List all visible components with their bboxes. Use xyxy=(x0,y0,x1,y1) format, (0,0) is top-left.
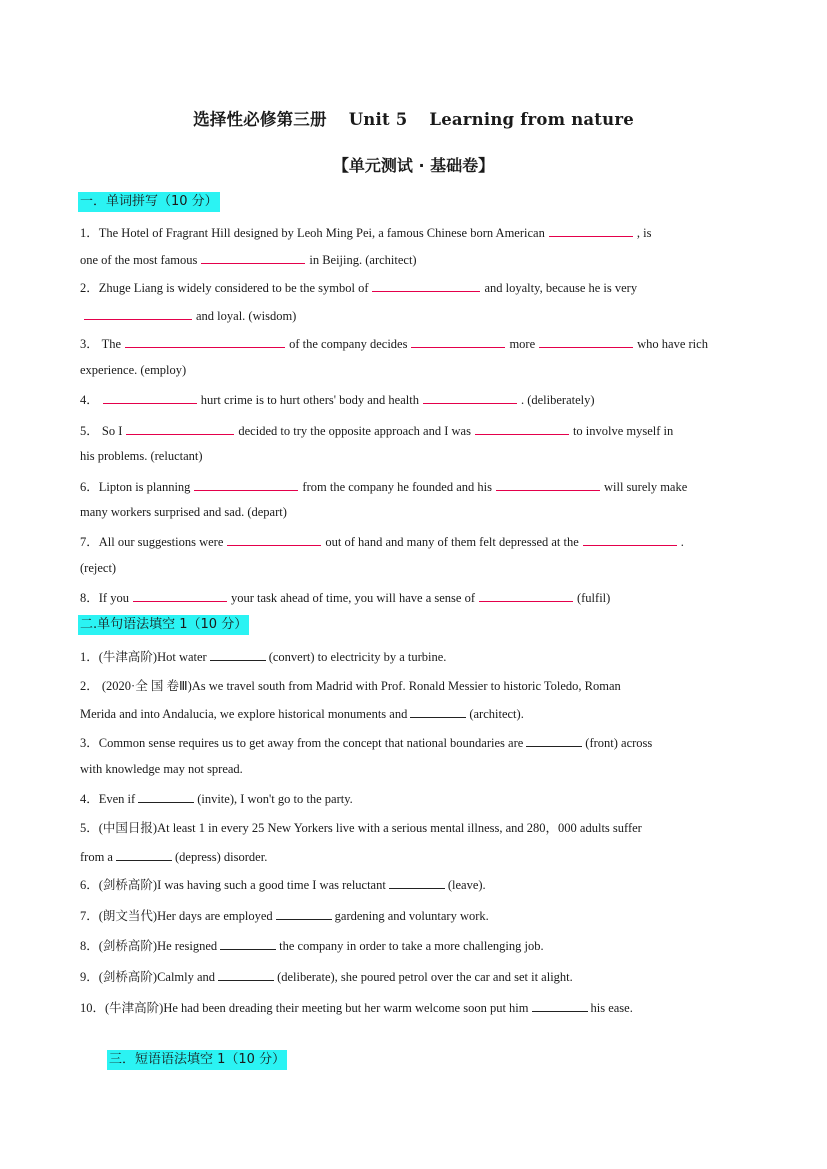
question-7-line1: 7．All our suggestions were out of hand and many of them felt depressed at the . xyxy=(80,532,684,550)
page-title xyxy=(0,106,827,130)
grammar-question-1: 1．(牛津高阶)Hot water (convert) to electricity by a turbine. xyxy=(80,650,447,664)
section1-heading: 一．单词拼写（10 分） xyxy=(78,192,220,212)
answer-blank[interactable] xyxy=(389,876,445,889)
section3-heading: 三．短语语法填空 1（10 分） xyxy=(107,1050,287,1070)
grammar-question-9: 9．(剑桥高阶)Calmly and (deliberate), she poured petrol over the car and set it alight. xyxy=(80,970,573,984)
book-label: 选择性必修第三册 xyxy=(193,110,327,129)
answer-blank[interactable] xyxy=(496,477,600,491)
grammar-question-5-line2: from a (depress) disorder. xyxy=(80,850,268,864)
question-5-line1: 5． So I decided to try the opposite approach and I was to involve myself in xyxy=(80,421,673,439)
answer-blank[interactable] xyxy=(125,334,285,348)
answer-blank[interactable] xyxy=(549,223,633,237)
question-3-line2: experience. (employ) xyxy=(80,363,187,377)
answer-blank[interactable] xyxy=(227,532,321,546)
grammar-question-2-line2: Merida and into Andalucia, we explore historical monuments and (architect). xyxy=(80,707,524,721)
grammar-question-7: 7．(朗文当代)Her days are employed gardening and voluntary work. xyxy=(80,909,489,923)
answer-blank[interactable] xyxy=(220,937,276,950)
answer-blank[interactable] xyxy=(479,588,573,602)
question-2-line2: and loyal. (wisdom) xyxy=(80,306,296,324)
answer-blank[interactable] xyxy=(103,390,197,404)
answer-blank[interactable] xyxy=(276,907,332,920)
page-subtitle: 【单元测试 · 基础卷】 xyxy=(332,156,495,175)
question-7-line2: (reject) xyxy=(80,561,117,575)
answer-blank[interactable] xyxy=(218,968,274,981)
question-1-line1: 1．The Hotel of Fragrant Hill designed by Leoh Ming Pei, a famous Chinese born American , is xyxy=(80,223,750,241)
answer-blank[interactable] xyxy=(475,421,569,435)
answer-blank[interactable] xyxy=(126,421,234,435)
grammar-question-4: 4．Even if (invite), I won't go to the party. xyxy=(80,792,353,806)
answer-blank[interactable] xyxy=(133,588,227,602)
answer-blank[interactable] xyxy=(84,306,192,320)
question-4: 4． hurt crime is to hurt others' body and health . (deliberately) xyxy=(80,390,595,408)
grammar-question-8: 8．(剑桥高阶)He resigned the company in order to take a more challenging job. xyxy=(80,939,544,953)
answer-blank[interactable] xyxy=(138,790,194,803)
answer-blank[interactable] xyxy=(539,334,633,348)
answer-blank[interactable] xyxy=(372,278,480,292)
grammar-question-2-line1: 2． (2020·全 国 卷Ⅲ)As we travel south from Madrid with Prof. Ronald Messier to historic Toledo, Roman xyxy=(80,679,621,693)
answer-blank[interactable] xyxy=(532,999,588,1012)
grammar-question-3-line1: 3．Common sense requires us to get away from the concept that national boundaries are (front) across xyxy=(80,736,653,750)
answer-blank[interactable] xyxy=(410,705,466,718)
answer-blank[interactable] xyxy=(423,390,517,404)
section2-heading: 二.单句语法填空 1（10 分） xyxy=(78,615,249,635)
question-2-line1: 2．Zhuge Liang is widely considered to be the symbol of and loyalty, because he is very xyxy=(80,278,637,296)
question-3-line1: 3． The of the company decides more who have rich xyxy=(80,334,708,352)
grammar-question-6: 6．(剑桥高阶)I was having such a good time I was reluctant (leave). xyxy=(80,878,486,892)
grammar-question-3-line2: with knowledge may not spread. xyxy=(80,762,243,776)
grammar-question-10: 10．(牛津高阶)He had been dreading their meeting but her warm welcome soon put him his ease. xyxy=(80,1001,633,1015)
answer-blank[interactable] xyxy=(201,250,305,264)
grammar-question-5-line1: 5．(中国日报)At least 1 in every 25 New Yorkers live with a serious mental illness, and 280，000 adults suffer xyxy=(80,821,642,835)
question-6-line1: 6．Lipton is planning from the company he founded and his will surely make xyxy=(80,477,687,495)
answer-blank[interactable] xyxy=(526,734,582,747)
unit-title: Learning from nature xyxy=(429,110,634,129)
question-1-line2: one of the most famous in Beijing. (architect) xyxy=(80,250,417,268)
answer-blank[interactable] xyxy=(194,477,298,491)
question-6-line2: many workers surprised and sad. (depart) xyxy=(80,505,287,519)
answer-blank[interactable] xyxy=(116,848,172,861)
answer-blank[interactable] xyxy=(583,532,677,546)
answer-blank[interactable] xyxy=(210,648,266,661)
question-5-line2: his problems. (reluctant) xyxy=(80,449,203,463)
unit-label: Unit 5 xyxy=(348,110,408,129)
question-8: 8．If you your task ahead of time, you will have a sense of (fulfil) xyxy=(80,588,610,606)
answer-blank[interactable] xyxy=(411,334,505,348)
